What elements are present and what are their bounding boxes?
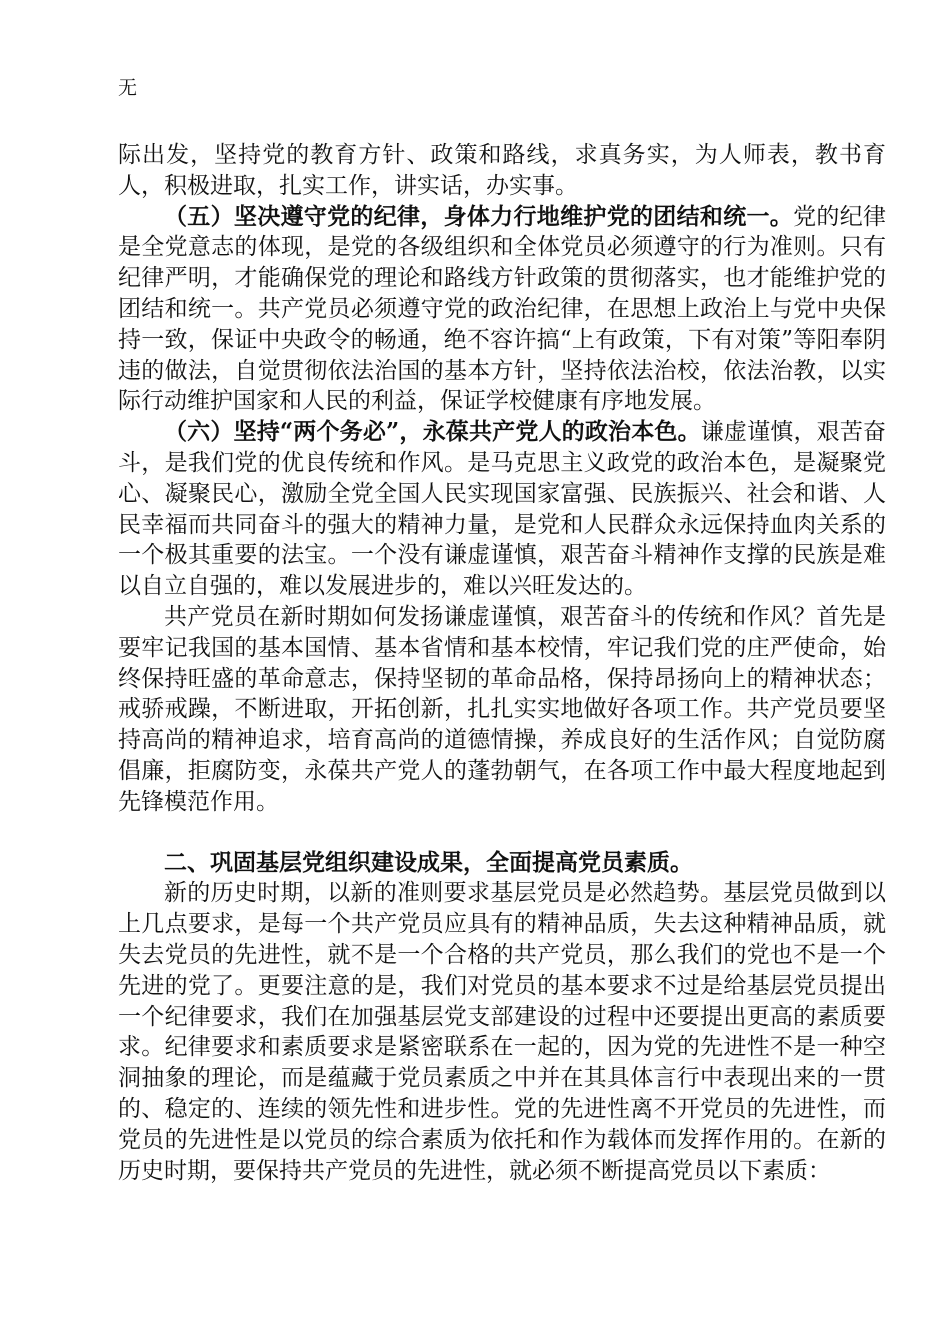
section-five-text: 党的纪律是全党意志的体现，是党的各级组织和全体党员必须遵守的行为准则。只有纪律严明，才能确保党的理论和路线方针政策的贯彻落实，也才能维护党的团结和统一。共产党员必须遵守党的政治纪律，在思想上政治上与党中央保持一致，保证中央政令的畅通，绝不容许搞“上有政策，下有对策”等阳奉阴违的做法，自觉贯彻依法治国的基本方针，坚持依法治校，依法治教，以实际行动维护国家和人民的利益，保证学校健康有序地发展。 (118, 203, 887, 415)
section-six-text: 谦虚谨慎，艰苦奋斗，是我们党的优良传统和作风。是马克思主义政党的政治本色，是凝聚党心、凝聚民心，激励全党全国人民实现国家富强、民族振兴、社会和谐、人民幸福而共同奋斗的强大的精神力量，是党和人民群众永远保持血肉关系的一个极其重要的法宝。一个没有谦虚谨慎，艰苦奋斗精神作支撑的民族是难以自立自强的，难以发展进步的，难以兴旺发达的。 (118, 419, 886, 600)
paragraph-continuation: 际出发，坚持党的教育方针、政策和路线，求真务实，为人师表，教书育人，积极进取，扎实工作，讲实话，办实事。 (118, 142, 886, 199)
page-header-mark: 无 (118, 77, 138, 99)
document-body (118, 140, 886, 1186)
paragraph-party-quality: 新的历史时期，以新的准则要求基层党员是必然趋势。基层党员做到以上几点要求，是每一个共产党员应具有的精神品质，失去这种精神品质，就失去党员的先进性，就不是一个合格的共产党员，那么我们的党也不是一个先进的党了。更要注意的是，我们对党员的基本要求不过是给基层党员提出一个纪律要求，我们在加强基层党支部建设的过程中还要提出更高的素质要求。纪律要求和素质要求是紧密联系在一起的，因为党的先进性不是一种空洞抽象的理论，而是蕴藏于党员素质之中并在其具体言行中表现出来的一贯的、稳定的、连续的领先性和进步性。党的先进性离不开党员的先进性，而党员的先进性是以党员的综合素质为依托和作为载体而发挥作用的。在新的历史时期，要保持共产党员的先进性，就必须不断提高党员以下素质： (118, 880, 886, 1184)
paragraph-section-five (118, 202, 886, 418)
section-two-heading: 二、巩固基层党组织建设成果，全面提高党员素质。 (164, 848, 693, 876)
paragraph-spirit: 共产党员在新时期如何发扬谦虚谨慎，艰苦奋斗的传统和作风？首先是要牢记我国的基本国情、基本省情和基本校情，牢记我们党的庄严使命，始终保持旺盛的革命意志，保持坚韧的革命品格，保持昂扬向上的精神状态；戒骄戒躁，不断进取，开拓创新，扎扎实实地做好各项工作。共产党员要坚持高尚的精神追求，培育高尚的道德情操，养成良好的生活作风；自觉防腐倡廉，拒腐防变，永葆共产党人的蓬勃朝气，在各项工作中最大程度地起到先锋模范作用。 (118, 603, 886, 815)
section-five-heading: （五）坚决遵守党的纪律，身体力行地维护党的团结和统一。 (164, 202, 794, 230)
section-six-heading: （六）坚持“两个务必”，永葆共产党人的政治本色。 (164, 418, 701, 446)
paragraph-section-six (118, 417, 886, 602)
